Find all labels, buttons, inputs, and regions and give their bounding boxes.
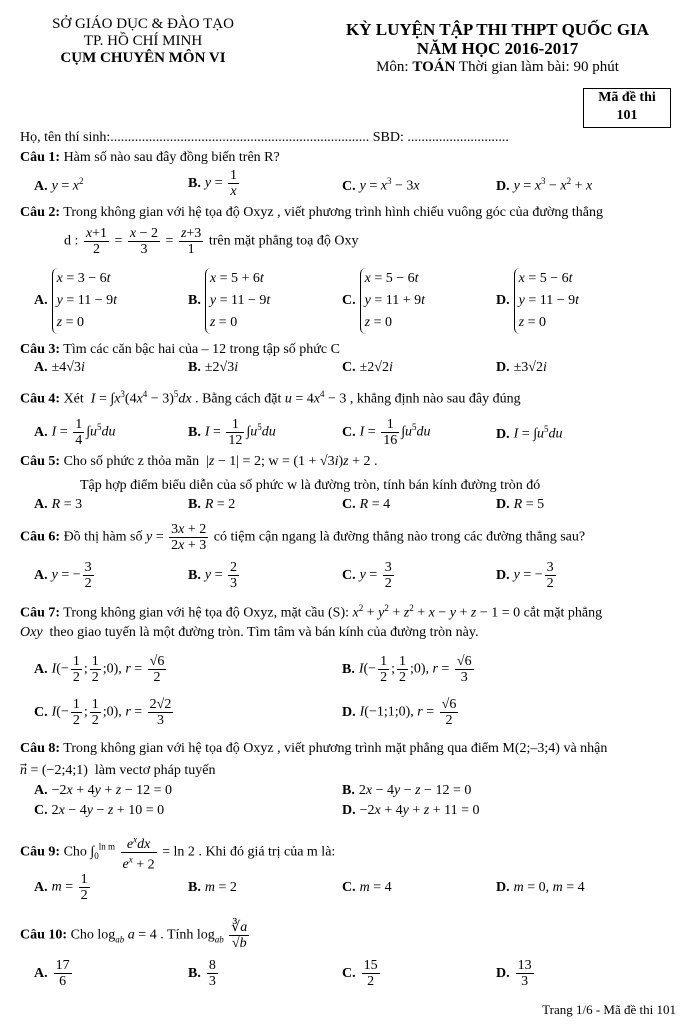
page-footer: Trang 1/6 - Mã đề thi 101 — [542, 1002, 676, 1017]
q10-option-a[interactable]: A. $\frac{17}{6}$ — [34, 958, 70, 989]
student-info-line: Họ, tên thí sinh:.......................................................................... SBD: ............................. — [20, 130, 509, 145]
department-name: SỞ GIÁO DỤC & ĐÀO TẠO — [52, 16, 234, 32]
q8-text-2: n⃗ = (−2;4;1) làm vectơ pháp tuyến — [20, 763, 216, 778]
q9-option-c[interactable]: C. m = 4 — [342, 880, 392, 895]
question-7: Câu 7: Trong không gian với hệ tọa độ Oxyz, mặt cầu (S): $x^2 + y^2 + z^2 + x - y + z - 1 = 0$ cắt mặt phẳng — [20, 603, 603, 621]
q6-option-c[interactable]: C. y = $\frac{3}{2}$ — [342, 560, 392, 591]
question-2: Câu 2: Trong không gian với hệ tọa độ Oxyz , viết phương trình hình chiếu vuông góc của đường thẳng — [20, 205, 603, 220]
question-4: Câu 4: Xét $I = \int x^3(4x^4 - 3)^5dx$ . Bằng cách đặt $u = 4x^4 - 3$ , khẳng định nào sau đây đúng — [20, 389, 521, 407]
exam-title: KỲ LUYỆN TẬP THI THPT QUỐC GIA — [346, 20, 649, 39]
q2-option-c[interactable]: C.x = 5 − 6t y = 11 + 9t z = 0 — [342, 268, 425, 334]
q2-line-equation: d : $\frac{x+1}{2}$ = $\frac{x - 2}{3}$ = $\frac{z+3}{1}$ trên mặt phẳng toạ độ Oxy — [64, 226, 359, 257]
q8-option-a[interactable]: A. −2x + 4y + z − 12 = 0 — [34, 783, 173, 798]
q6-option-a[interactable]: A. y = − $\frac{3}{2}$ — [34, 560, 92, 591]
q10-option-d[interactable]: D. $\frac{13}{3}$ — [496, 958, 532, 989]
q4-option-d[interactable]: D. $I = \int u^5du$ — [496, 424, 563, 442]
question-8: Câu 8: Trong không gian với hệ tọa độ Oxyz , viết phương trình mặt phẳng qua điểm M(2;–3;4) và nhận — [20, 741, 608, 756]
q5-option-a[interactable]: A. R = 3 — [34, 497, 83, 512]
q7-option-a[interactable]: A. I(− $\frac{1}{2}$ ; $\frac{1}{2}$ ;0), r = $\frac{√6}{2}$ — [34, 654, 165, 685]
q9-option-b[interactable]: B. m = 2 — [188, 880, 237, 895]
cluster-name: CỤM CHUYÊN MÔN VI — [60, 50, 226, 66]
question-5: Câu 5: Cho số phức z thỏa mãn |z − 1| = 2; w = (1 + √3i)z + 2 . — [20, 454, 378, 469]
q1-option-d[interactable]: D. $y = x^3 - x^2 + x$ — [496, 176, 593, 194]
q3-option-b[interactable]: B. ±2√3i — [188, 360, 239, 375]
question-9: Câu 9: Cho $\int_0^{ln m}$ $\frac{e^xdx}{e^x + 2}$ = ln 2 . Khi đó giá trị của m là: — [20, 834, 336, 873]
q9-option-a[interactable]: A. m = $\frac{1}{2}$ — [34, 872, 88, 903]
q1-option-c[interactable]: C. $y = x^3 - 3x$ — [342, 176, 420, 194]
school-header — [18, 16, 268, 67]
q3-option-c[interactable]: C. ±2√2i — [342, 360, 393, 375]
q2-option-d[interactable]: D.x = 5 − 6t y = 11 − 9t z = 0 — [496, 268, 579, 334]
q8-option-d[interactable]: D. −2x + 4y + z + 11 = 0 — [342, 803, 480, 818]
question-6: Câu 6: Đồ thị hàm số y = $\frac{3x + 2}{2x + 3}$ có tiệm cận ngang là đường thẳng nào trong các đường thẳng sau? — [20, 522, 586, 553]
q10-option-c[interactable]: C. $\frac{15}{2}$ — [342, 958, 378, 989]
q1-option-a[interactable]: A. $y = x^2$ — [34, 176, 84, 194]
q8-option-b[interactable]: B. 2x − 4y − z − 12 = 0 — [342, 783, 472, 798]
exam-code: 101 — [616, 108, 638, 123]
q9-option-d[interactable]: D. m = 0, m = 4 — [496, 880, 585, 895]
q5-option-d[interactable]: D. R = 5 — [496, 497, 545, 512]
q5-option-b[interactable]: B. R = 2 — [188, 497, 236, 512]
exam-code-label: Mã đề thi — [598, 90, 656, 105]
city-name: TP. HỒ CHÍ MINH — [83, 33, 203, 49]
q2-option-b[interactable]: B.x = 5 + 6t y = 11 − 9t z = 0 — [188, 268, 270, 334]
q5-text-2: Tập hợp điểm biểu diễn của số phức w là đường tròn, tính bán kính đường tròn đó — [80, 478, 541, 493]
question-1: Câu 1: Hàm số nào sau đây đồng biến trên R? — [20, 150, 280, 165]
q3-option-d[interactable]: D. ±3√2i — [496, 360, 547, 375]
q6-option-d[interactable]: D. y = − $\frac{3}{2}$ — [496, 560, 554, 591]
q4-option-c[interactable]: C. I = $\frac{1}{16}$ $\int u^5du$ — [342, 417, 431, 448]
q4-option-b[interactable]: B. I = $\frac{1}{12}$ $\int u^5du$ — [188, 417, 276, 448]
q7-option-d[interactable]: D. I(−1;1;0), r = $\frac{√6}{2}$ — [342, 697, 457, 728]
q4-option-a[interactable]: A. I = $\frac{1}{4}$ $\int u^5du$ — [34, 417, 116, 448]
subject-line: Môn: TOÁN Thời gian làm bài: 90 phút — [376, 59, 619, 75]
q3-option-a[interactable]: A. ±4√3i — [34, 360, 85, 375]
q8-option-c[interactable]: C. 2x − 4y − z + 10 = 0 — [34, 803, 165, 818]
q6-option-b[interactable]: B. y = $\frac{2}{3}$ — [188, 560, 237, 591]
exam-code-box — [583, 88, 671, 128]
q5-option-c[interactable]: C. R = 4 — [342, 497, 391, 512]
q7-option-b[interactable]: B. I(− $\frac{1}{2}$ ; $\frac{1}{2}$ ;0), r = $\frac{√6}{3}$ — [342, 654, 472, 685]
question-3: Câu 3: Tìm các căn bậc hai của – 12 trong tập số phức C — [20, 342, 340, 357]
school-year: NĂM HỌC 2016-2017 — [416, 39, 579, 58]
q10-option-b[interactable]: B. $\frac{8}{3}$ — [188, 958, 216, 989]
exam-header — [300, 20, 695, 77]
question-10: Câu 10: Cho $\log_{ab} a = 4$ . Tính $\log_{ab}$ $\frac{∛a}{√b}$ — [20, 920, 248, 951]
q7-text-3: Oxy theo giao tuyến là một đường tròn. Tìm tâm và bán kính của đường tròn này. — [20, 625, 479, 640]
q2-option-a[interactable]: A.x = 3 − 6t y = 11 − 9t z = 0 — [34, 268, 117, 334]
q7-option-c[interactable]: C. I(− $\frac{1}{2}$ ; $\frac{1}{2}$ ;0), r = $\frac{2√2}{3}$ — [34, 697, 172, 728]
q1-option-b[interactable]: B. y = $\frac{1}{x}$ — [188, 168, 237, 199]
